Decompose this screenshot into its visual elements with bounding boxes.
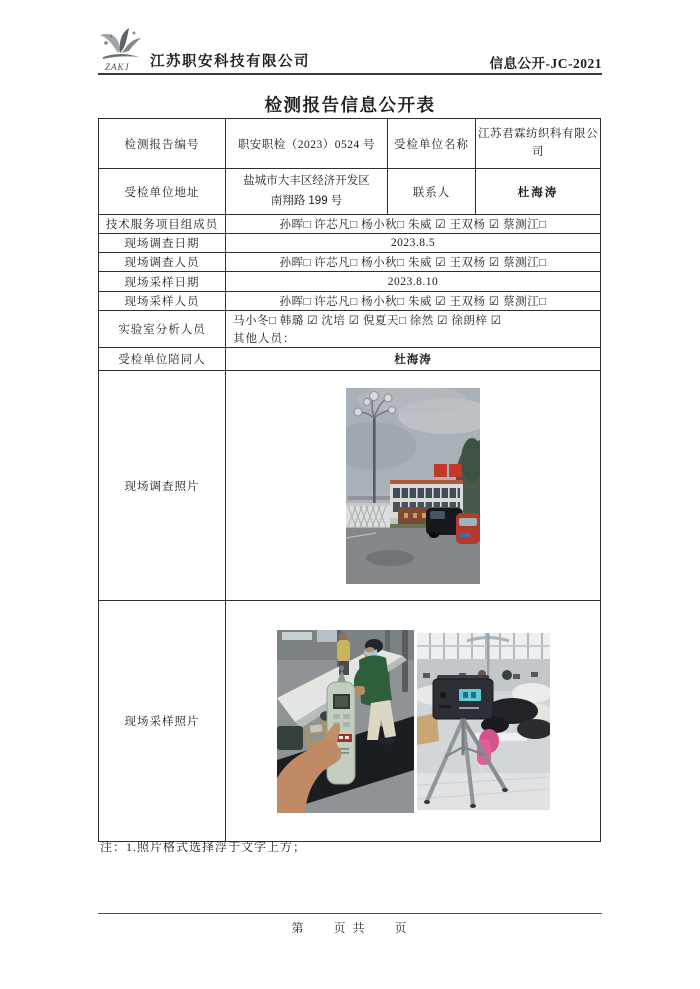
- footer-divider: [98, 913, 602, 914]
- sampling-date-label: 现场采样日期: [99, 272, 226, 292]
- page-title: 检测报告信息公开表: [264, 95, 436, 115]
- company-name: 江苏职安科技有限公司: [150, 54, 310, 70]
- address-label: 受检单位地址: [99, 169, 226, 215]
- table-row: [99, 169, 601, 215]
- sampling-photo-label: 现场采样照片: [99, 601, 226, 842]
- contact-value: 杜海涛: [476, 169, 601, 215]
- table-row: [99, 311, 601, 348]
- survey-date-value: 2023.8.5: [226, 234, 601, 253]
- lab-staff-label: 实验室分析人员: [99, 311, 226, 348]
- table-row: [99, 253, 601, 272]
- contact-label: 联系人: [388, 169, 476, 215]
- sampling-photo-cell: [226, 601, 601, 842]
- unit-name-label: 受检单位名称: [388, 119, 476, 169]
- page-header: [98, 24, 602, 72]
- table-row: [99, 348, 601, 371]
- lab-staff-value: [226, 311, 601, 348]
- document-code: 信息公开-JC-2021: [489, 56, 602, 71]
- survey-staff-label: 现场调查人员: [99, 253, 226, 272]
- table-row: [99, 234, 601, 253]
- factory-entrance-photo: [346, 388, 480, 584]
- unit-name-value: 江苏君霖纺织科有限公司: [476, 119, 601, 169]
- report-no-value: 职安职检（2023）0524 号: [226, 119, 388, 169]
- sampling-date-value: 2023.8.10: [226, 272, 601, 292]
- escort-label: 受检单位陪同人: [99, 348, 226, 371]
- header-divider: [98, 73, 602, 75]
- logo-text: ZAKJ: [105, 62, 130, 72]
- table-row: [99, 272, 601, 292]
- survey-date-label: 现场调查日期: [99, 234, 226, 253]
- address-value: [226, 169, 388, 215]
- page-number-text: 第 页 共 页: [291, 921, 409, 935]
- table-row: [99, 215, 601, 234]
- tripod-instrument-photo: [417, 633, 550, 810]
- survey-staff-value: 孙晖□ 许芯凡□ 杨小秋□ 朱威 ☑ 王双杨 ☑ 蔡测江□: [226, 253, 601, 272]
- lab-staff-line1: 马小冬□ 韩璐 ☑ 沈培 ☑ 倪夏天□ 徐然 ☑ 徐朗梓 ☑: [233, 315, 502, 327]
- company-logo-icon: [98, 26, 144, 74]
- sampling-staff-label: 现场采样人员: [99, 292, 226, 311]
- team-members-value: 孙晖□ 许芯凡□ 杨小秋□ 朱威 ☑ 王双杨 ☑ 蔡测江□: [226, 215, 601, 234]
- report-no-label: 检测报告编号: [99, 119, 226, 169]
- table-row: [99, 371, 601, 601]
- address-line1: 盐城市大丰区经济开发区: [243, 174, 370, 187]
- lab-staff-line2: 其他人员：: [233, 333, 296, 345]
- survey-photo-cell: [226, 371, 601, 601]
- address-line2: 南翔路 199 号: [270, 194, 343, 207]
- footnote: 注：1.照片格式选择浮于文字上方；: [100, 840, 307, 854]
- survey-photo-label: 现场调查照片: [99, 371, 226, 601]
- sampling-staff-value: 孙晖□ 许芯凡□ 杨小秋□ 朱威 ☑ 王双杨 ☑ 蔡测江□: [226, 292, 601, 311]
- escort-value: 杜海涛: [226, 348, 601, 371]
- team-members-label: 技术服务项目组成员: [99, 215, 226, 234]
- table-row: [99, 292, 601, 311]
- sound-level-meter-photo: [277, 630, 414, 813]
- report-info-table: [98, 118, 601, 842]
- table-row: [99, 601, 601, 842]
- table-row: [99, 119, 601, 169]
